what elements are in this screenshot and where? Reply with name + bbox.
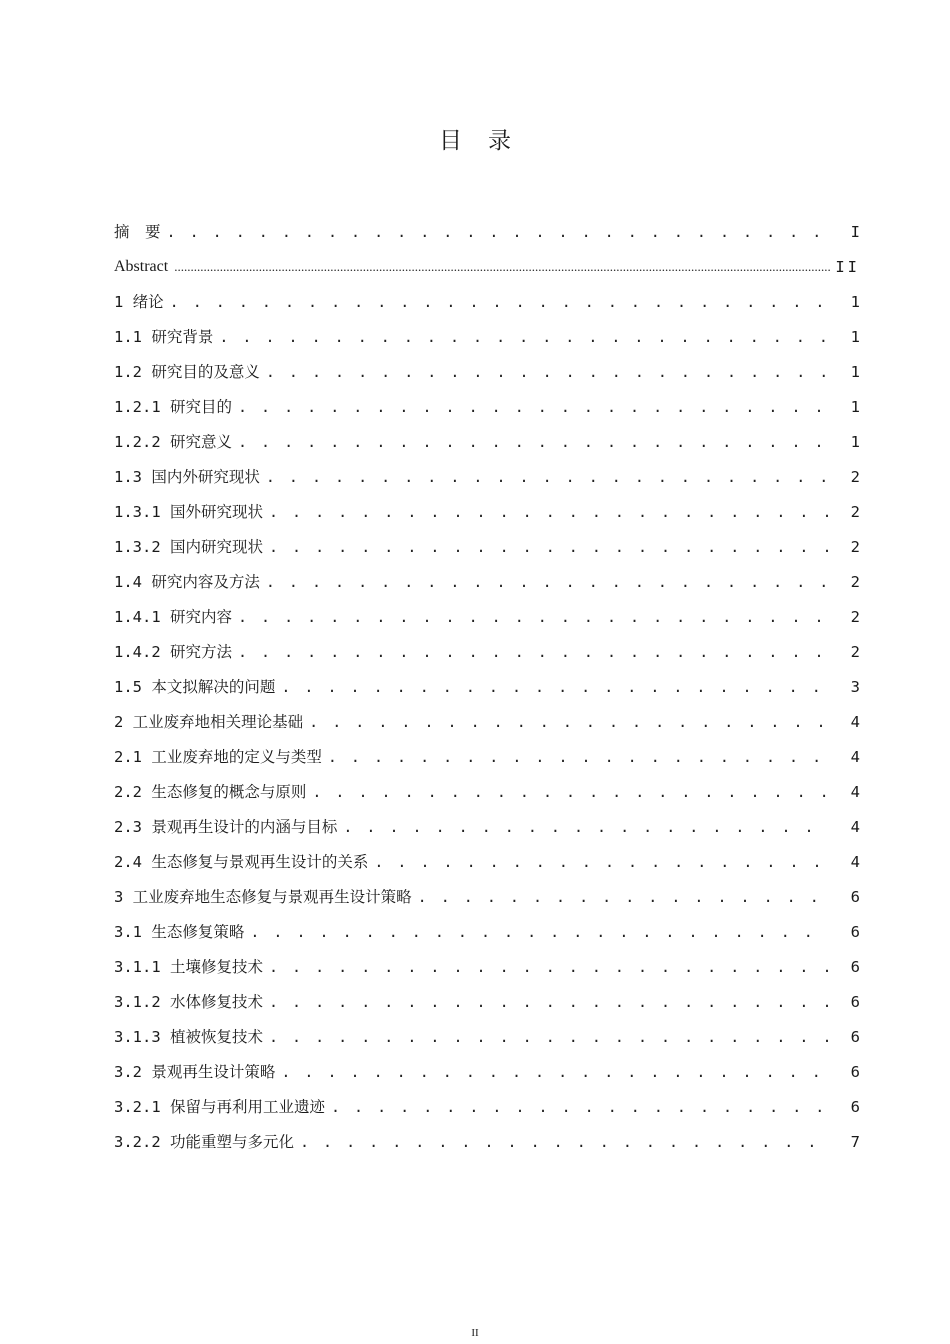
toc-entry[interactable]	[114, 630, 860, 665]
toc-entry-page: 6	[850, 958, 860, 976]
page-title-part1: 目	[439, 128, 462, 154]
toc-leader-dots	[269, 499, 830, 525]
toc-entry-label: 3.1.1 土壤修复技术	[114, 958, 263, 976]
toc-entry[interactable]	[114, 945, 860, 980]
toc-entry[interactable]	[114, 560, 860, 595]
toc-entry-page: 6	[850, 993, 860, 1011]
toc-entry-page: 1	[850, 433, 860, 451]
toc-entry-label: 3.2 景观再生设计策略	[114, 1063, 276, 1081]
toc-leader-dots	[266, 359, 830, 385]
toc-entry-page: 6	[850, 888, 860, 906]
toc-leader-dots	[269, 534, 830, 560]
toc-entry-label: 1.4.1 研究内容	[114, 608, 232, 626]
toc-leader-dots	[238, 604, 830, 630]
toc-leader-dots	[281, 674, 830, 700]
toc-entry[interactable]	[114, 385, 860, 420]
toc-entry[interactable]	[114, 980, 860, 1015]
toc-entry-label: 2.2 生态修复的概念与原则	[114, 783, 307, 801]
toc-leader-dots	[309, 709, 830, 735]
toc-entry-label: 1.2.2 研究意义	[114, 433, 232, 451]
toc-entry-page: 7	[850, 1133, 860, 1151]
toc-entry-page: 4	[850, 853, 860, 871]
toc-leader-dots	[374, 849, 830, 875]
toc-entry-abstract-cn[interactable]	[114, 210, 860, 245]
toc-entry-page: 4	[850, 713, 860, 731]
toc-entry-label: 3.1 生态修复策略	[114, 923, 245, 941]
toc-entry-label: 1.3.2 国内研究现状	[114, 538, 263, 556]
toc-leader-dots	[300, 1129, 830, 1155]
toc-entry-page: 1	[850, 328, 860, 346]
toc-entry[interactable]	[114, 910, 860, 945]
toc-leader-dots	[174, 254, 830, 280]
toc-leader-dots	[266, 464, 830, 490]
toc-entry-label: 1.3.1 国外研究现状	[114, 503, 263, 521]
toc-entry-page: 6	[850, 1028, 860, 1046]
page-title	[0, 122, 950, 155]
toc-entry[interactable]	[114, 315, 860, 350]
toc-entry-page: 2	[850, 538, 860, 556]
toc-entry-page: 4	[850, 818, 860, 836]
toc-entry[interactable]	[114, 665, 860, 700]
toc-entry[interactable]	[114, 280, 860, 315]
toc-leader-dots	[343, 814, 830, 840]
toc-entry-label: 3.1.2 水体修复技术	[114, 993, 263, 1011]
toc-leader-dots	[170, 289, 830, 315]
toc-entry-label: 2.1 工业废弃地的定义与类型	[114, 748, 322, 766]
toc-entry-page: 2	[850, 468, 860, 486]
toc-entry-page: 6	[850, 923, 860, 941]
toc-leader-dots	[250, 919, 830, 945]
toc-leader-dots	[331, 1094, 830, 1120]
toc-entry[interactable]	[114, 1015, 860, 1050]
toc-entry-label: 1.3 国内外研究现状	[114, 468, 260, 486]
toc-entry[interactable]	[114, 595, 860, 630]
toc-entry[interactable]	[114, 455, 860, 490]
toc-entry-label: 1.5 本文拟解决的问题	[114, 678, 276, 696]
toc-leader-dots	[312, 779, 830, 805]
toc-entry-label: 1.2.1 研究目的	[114, 398, 232, 416]
toc-entry-page: 1	[850, 363, 860, 381]
toc-leader-dots	[281, 1059, 830, 1085]
toc-leader-dots	[238, 639, 830, 665]
toc-entry-label: 1.2 研究目的及意义	[114, 363, 260, 381]
toc-entry-label: 2 工业废弃地相关理论基础	[114, 713, 304, 731]
toc-entry-label: 1.1 研究背景	[114, 328, 214, 346]
toc-entry-page: 4	[850, 783, 860, 801]
toc-entry-label: 3.1.3 植被恢复技术	[114, 1028, 263, 1046]
toc-entry[interactable]	[114, 1085, 860, 1120]
toc-entry-label: Abstract	[114, 258, 169, 275]
toc-entry-page: 1	[850, 293, 860, 311]
toc-entry[interactable]	[114, 875, 860, 910]
toc-entry-label: 3 工业废弃地生态修复与景观再生设计策略	[114, 888, 412, 906]
page-title-part2: 录	[488, 128, 511, 154]
toc-entry[interactable]	[114, 420, 860, 455]
toc-leader-dots	[219, 324, 830, 350]
toc-entry-label: 1 绪论	[114, 293, 164, 311]
toc-entry-page: 2	[850, 573, 860, 591]
toc-entry-label: 1.4 研究内容及方法	[114, 573, 260, 591]
table-of-contents	[114, 210, 860, 1155]
toc-entry-page: 2	[850, 643, 860, 661]
toc-entry[interactable]	[114, 840, 860, 875]
toc-entry[interactable]	[114, 490, 860, 525]
toc-entry-label: 3.2.1 保留与再利用工业遗迹	[114, 1098, 325, 1116]
toc-entry[interactable]	[114, 735, 860, 770]
toc-entry-abstract-en[interactable]	[114, 245, 860, 280]
toc-leader-dots	[238, 429, 830, 455]
toc-entry-page: 6	[850, 1063, 860, 1081]
toc-entry-label: 1.4.2 研究方法	[114, 643, 232, 661]
toc-entry-page: 2	[850, 503, 860, 521]
toc-entry[interactable]	[114, 700, 860, 735]
toc-entry-page: I	[850, 223, 860, 241]
toc-entry-label: 2.3 景观再生设计的内涵与目标	[114, 818, 338, 836]
toc-entry-label: 摘 要	[114, 223, 161, 241]
toc-leader-dots	[269, 954, 830, 980]
toc-entry-page: 6	[850, 1098, 860, 1116]
toc-leader-dots	[418, 884, 830, 910]
toc-leader-dots	[328, 744, 830, 770]
toc-entry-page: 3	[850, 678, 860, 696]
toc-entry-page: 4	[850, 748, 860, 766]
toc-entry[interactable]	[114, 525, 860, 560]
toc-leader-dots	[269, 989, 830, 1015]
toc-entry-label: 2.4 生态修复与景观再生设计的关系	[114, 853, 369, 871]
footer-page-number: II	[471, 1327, 479, 1339]
toc-entry[interactable]	[114, 1050, 860, 1085]
toc-entry[interactable]	[114, 770, 860, 805]
toc-entry-label: 3.2.2 功能重塑与多元化	[114, 1133, 294, 1151]
toc-entry[interactable]	[114, 1120, 860, 1155]
toc-leader-dots	[266, 569, 830, 595]
toc-leader-dots	[167, 219, 830, 245]
toc-leader-dots	[238, 394, 830, 420]
toc-entry-page: 1	[850, 398, 860, 416]
toc-entry[interactable]	[114, 805, 860, 840]
toc-entry[interactable]	[114, 350, 860, 385]
toc-entry-page: II	[835, 258, 860, 276]
toc-leader-dots	[269, 1024, 830, 1050]
toc-entry-page: 2	[850, 608, 860, 626]
